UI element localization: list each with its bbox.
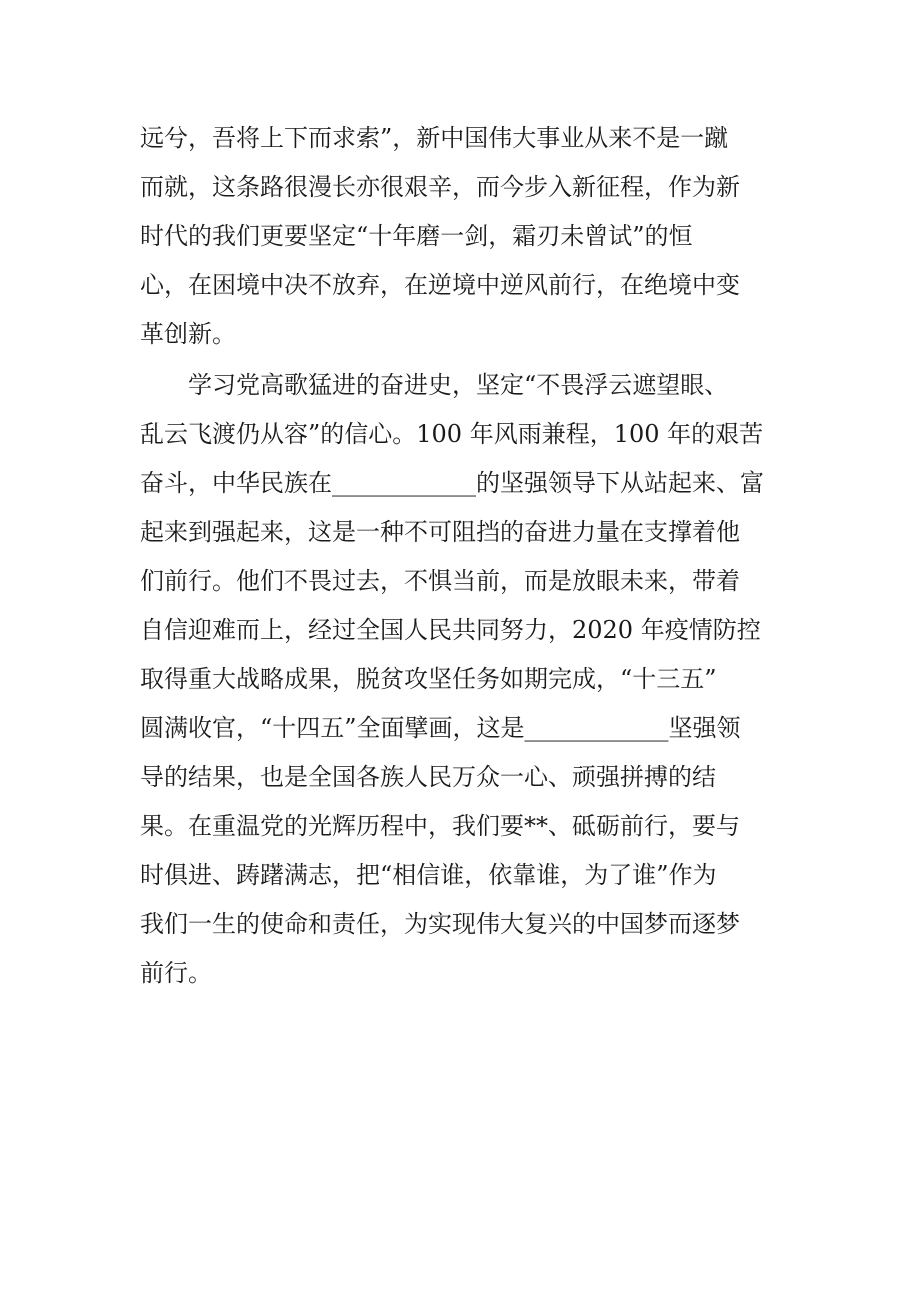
text-line: 乱云飞渡仍从容”的信心。100 年风雨兼程，100 年的艰苦 — [140, 420, 764, 448]
paragraph-1 — [140, 114, 780, 359]
text-line: 圆满收官，“十四五”全面擘画，这是____________坚强领 — [140, 714, 741, 742]
text-line: 果。在重温党的光辉历程中，我们要**、砥砺前行，要与 — [140, 812, 740, 840]
text-line: 奋斗，中华民族在____________的坚强领导下从站起来、富 — [140, 469, 764, 497]
text-line: 导的结果，也是全国各族人民万众一心、顽强拼搏的结 — [140, 763, 716, 791]
paragraph-2 — [140, 361, 780, 998]
text-line: 时代的我们更要坚定“十年磨一剑，霜刃未曾试”的恒 — [140, 222, 693, 250]
text-line: 取得重大战略成果，脱贫攻坚任务如期完成，“十三五” — [140, 665, 717, 693]
text-line: 前行。 — [140, 959, 212, 987]
text-line: 心，在困境中决不放弃，在逆境中逆风前行，在绝境中变 — [140, 271, 740, 299]
text-line: 学习党高歌猛进的奋进史，坚定“不畏浮云遮望眼、 — [140, 371, 729, 399]
text-line: 自信迎难而上，经过全国人民共同努力，2020 年疫情防控 — [140, 616, 761, 644]
text-line: 们前行。他们不畏过去，不惧当前，而是放眼未来，带着 — [140, 567, 740, 595]
text-line: 革创新。 — [140, 320, 236, 348]
text-line: 而就，这条路很漫长亦很艰辛，而今步入新征程，作为新 — [140, 173, 740, 201]
text-line: 时俱进、踌躇满志，把“相信谁，依靠谁，为了谁”作为 — [140, 861, 717, 889]
document-body — [140, 114, 780, 998]
text-line: 远兮，吾将上下而求索”，新中国伟大事业从来不是一蹴 — [140, 124, 729, 152]
text-line: 起来到强起来，这是一种不可阻挡的奋进力量在支撑着他 — [140, 518, 740, 546]
text-line: 我们一生的使命和责任，为实现伟大复兴的中国梦而逐梦 — [140, 910, 740, 938]
